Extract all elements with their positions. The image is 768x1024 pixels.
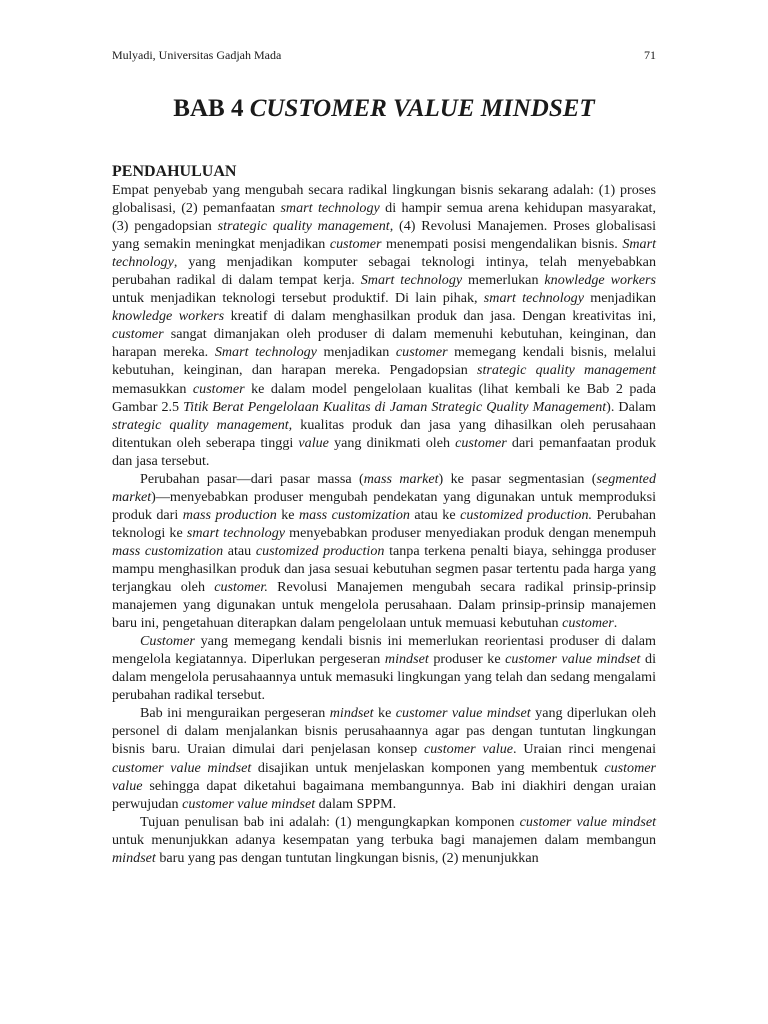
- text-run: untuk menunjukkan adanya kesempatan yang terbuka bagi manajemen dalam membangun: [112, 831, 656, 848]
- text-run: di hampir semua arena kehidupan masyarakat, (3) pengadopsian: [112, 200, 656, 235]
- text-run: dari pemanfaatan produk dan jasa tersebut.: [112, 434, 656, 469]
- text-run: dalam SPPM.: [315, 795, 397, 812]
- italic-term: mass market: [363, 470, 439, 487]
- italic-term: mindset: [112, 849, 156, 866]
- italic-term: customer value mindset: [112, 759, 252, 776]
- italic-term: customer value mindset: [519, 813, 656, 830]
- italic-term: strategic quality management: [217, 218, 390, 235]
- italic-term: customer value mindset: [395, 705, 531, 722]
- text-run: memasukkan: [112, 380, 193, 397]
- text-run: produser ke: [428, 651, 506, 668]
- chapter-prefix: BAB 4: [173, 95, 250, 122]
- text-run: Tujuan penulisan bab ini adalah: (1) mengungkapkan komponen: [140, 813, 520, 830]
- paragraph: [112, 704, 656, 812]
- text-run: ke: [373, 705, 396, 722]
- text-run: .: [613, 615, 618, 632]
- italic-term: knowledge workers: [112, 308, 225, 325]
- document-page: [112, 0, 656, 1024]
- text-run: untuk menjadikan teknologi tersebut produktif. Di lain pihak,: [112, 290, 484, 307]
- italic-term: customer value mindset: [182, 795, 316, 812]
- italic-term: mass production: [182, 506, 277, 523]
- text-run: sangat dimanjakan oleh produser di dalam memenuhi kebutuhan, keinginan, dan harapan mereka.: [112, 326, 656, 361]
- text-run: memegang kendali bisnis, melalui kebutuhan, keinginan, dan harapan mereka. Pengadopsian: [112, 344, 657, 379]
- text-run: sehingga dapat diketahui bagaimana membangunnya. Bab ini diakhiri dengan uraian perwujudan: [112, 777, 656, 812]
- italic-term: customer value mindset: [505, 651, 641, 668]
- italic-term: customer.: [214, 579, 268, 596]
- text-run: disajikan untuk menjelaskan komponen yang membentuk: [251, 759, 605, 776]
- italic-term: Smart technology: [112, 236, 656, 271]
- text-run: Perubahan pasar—dari pasar massa (: [140, 470, 364, 487]
- running-header: [112, 47, 656, 63]
- text-run: menjadikan: [316, 344, 396, 361]
- italic-term: customer: [112, 326, 164, 343]
- italic-term: strategic quality management: [477, 362, 657, 379]
- text-run: kualitas produk dan jasa yang dihasilkan oleh perusahaan ditentukan oleh seberapa tinggi: [112, 416, 656, 451]
- paragraph: [112, 470, 656, 632]
- text-run: menjadikan: [583, 290, 656, 307]
- text-run: ke: [276, 506, 299, 523]
- text-run: ke dalam model pengelolaan kualitas (lihat kembali ke Bab 2 pada Gambar 2.5: [112, 380, 656, 415]
- text-run: tanpa terkena penalti biaya, sehingga produser mampu menghasilkan produk dan jasa sesuai kebutuhan segmen pasar tertentu pada harga yang terjangkau oleh: [112, 542, 656, 596]
- text-run: kreatif di dalam menghasilkan produk dan jasa. Dengan kreativitas ini,: [224, 308, 656, 325]
- text-run: baru yang pas dengan tuntutan lingkungan bisnis, (2) menunjukkan: [155, 849, 539, 866]
- paragraph: [112, 632, 656, 704]
- italic-term: Customer: [140, 633, 195, 650]
- italic-term: smart technology: [280, 200, 380, 217]
- header-page-number: 71: [644, 48, 656, 62]
- text-run: Perubahan teknologi ke: [112, 506, 656, 541]
- italic-term: smart technology: [483, 290, 584, 307]
- italic-term: knowledge workers: [544, 272, 656, 289]
- header-author: Mulyadi, Universitas Gadjah Mada: [112, 48, 282, 62]
- italic-term: smart technology: [186, 524, 286, 541]
- italic-term: customer value: [423, 741, 514, 758]
- text-run: atau ke: [409, 506, 461, 523]
- italic-term: mass customization: [112, 542, 224, 559]
- italic-term: customized production.: [460, 506, 593, 523]
- text-run: )—menyebabkan produser mengubah pendekatan yang digunakan untuk memproduksi produk dari: [112, 488, 656, 523]
- italic-term: Titik Berat Pengelolaan Kualitas di Jaman Strategic Quality Management: [183, 398, 607, 415]
- italic-term: Smart technology: [360, 272, 463, 289]
- text-run: Bab ini menguraikan pergeseran: [140, 705, 330, 722]
- italic-term: Smart technology: [214, 344, 317, 361]
- text-run: Empat penyebab yang mengubah secara radikal lingkungan bisnis sekarang adalah: (1) proses globalisasi, (2) pemanfaatan: [112, 182, 656, 217]
- text-run: di dalam mengelola perusahaannya untuk memasuki lingkungan yang telah dan sedang mengalami perubahan radikal tersebut.: [112, 651, 656, 704]
- italic-term: customer value: [112, 759, 656, 794]
- text-run: ). Dalam: [606, 398, 656, 415]
- italic-term: customer: [329, 236, 382, 253]
- italic-term: segmented market: [112, 470, 656, 505]
- text-run: , (4) Revolusi Manajemen. Proses globalisasi yang semakin meningkat menjadikan: [112, 218, 657, 253]
- italic-term: customer: [562, 615, 614, 632]
- text-run: , yang menjadikan komputer sebagai teknologi intinya, telah menyebabkan perubahan radikal di dalam tempat kerja.: [112, 254, 656, 289]
- section-heading: PENDAHULUAN: [112, 163, 237, 180]
- italic-term: customer: [395, 344, 448, 361]
- chapter-title: [112, 94, 656, 124]
- italic-term: mass customization: [298, 506, 410, 523]
- italic-term: customer: [455, 434, 507, 451]
- italic-term: strategic quality management,: [112, 416, 293, 433]
- italic-term: mindset: [329, 705, 374, 722]
- text-run: ) ke pasar segmentasian (: [438, 470, 597, 487]
- text-run: yang diperlukan oleh personel di dalam menjalankan bisnis perusahaannya agar pas dengan tuntutan lingkungan bisnis baru. Uraian dimulai dari penjelasan konsep: [112, 705, 656, 758]
- chapter-title-text: CUSTOMER VALUE MINDSET: [249, 95, 595, 122]
- text-run: menyebabkan produser menyediakan produk dengan menempuh: [285, 524, 657, 541]
- text-run: atau: [223, 542, 256, 559]
- text-run: menempati posisi mengendalikan bisnis.: [381, 236, 623, 253]
- body-text: [112, 181, 656, 867]
- text-run: yang dinikmati oleh: [328, 434, 456, 451]
- italic-term: value: [298, 434, 329, 451]
- italic-term: mindset: [384, 651, 429, 668]
- italic-term: customer: [192, 380, 245, 397]
- text-run: Revolusi Manajemen mengubah secara radikal prinsip-prinsip manajemen yang digunakan untuk mengelola perusahaan. Dalam prinsip-prinsip manajemen baru ini, pengetahuan diterapkan dalam pengelolaan untuk memuasi kebutuhan: [112, 579, 656, 632]
- text-run: yang memegang kendali bisnis ini memerlukan reorientasi produser di dalam mengelola kegiatannya. Diperlukan pergeseran: [112, 633, 656, 668]
- text-run: memerlukan: [462, 272, 545, 289]
- paragraph: [112, 181, 656, 470]
- italic-term: customized production: [255, 542, 385, 559]
- paragraph: [112, 813, 656, 867]
- text-run: . Uraian rinci mengenai: [513, 741, 656, 758]
